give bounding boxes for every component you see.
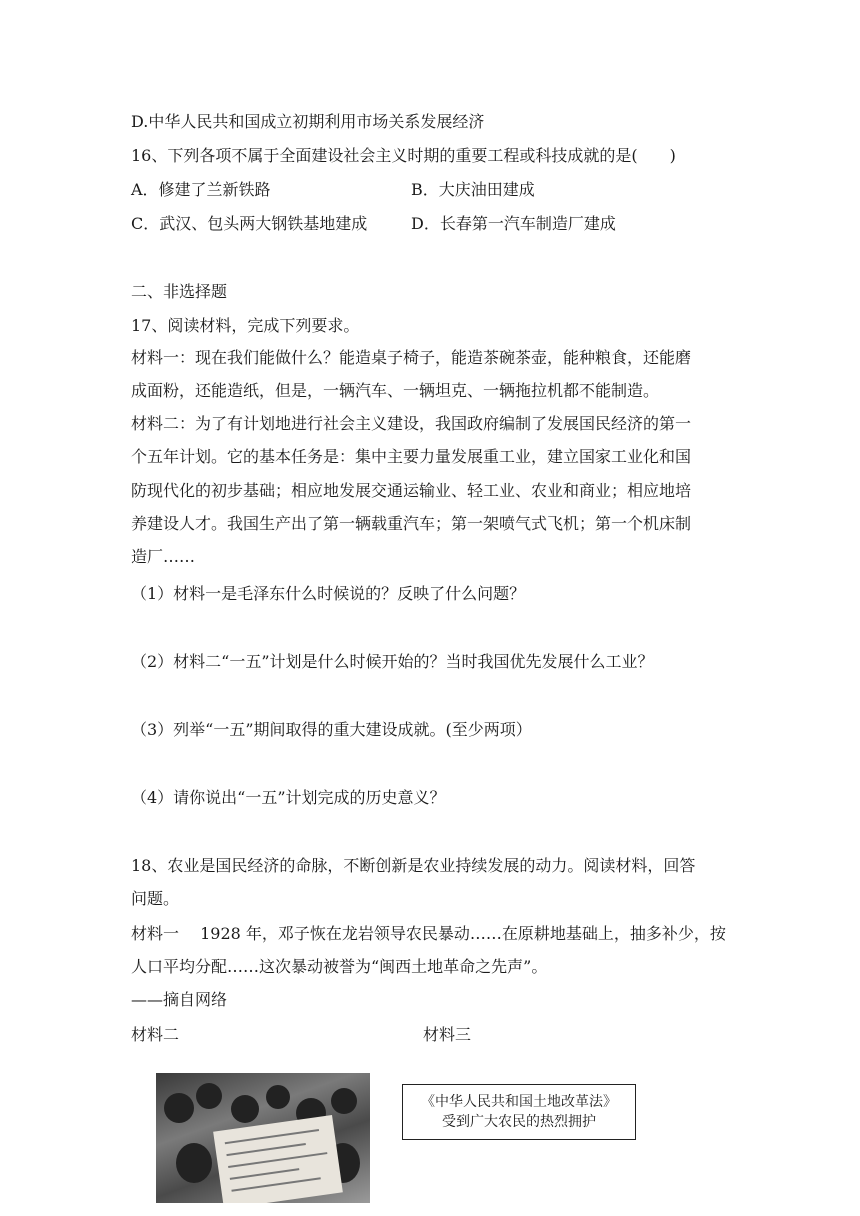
sub-question-1: （1）材料一是毛泽东什么时候说的？反映了什么问题？ [131, 584, 526, 603]
material-2-line: 养建设人才。我国生产出了第一辆载重汽车；第一架喷气式飞机；第一个机床制 [131, 514, 692, 533]
material-18-1: 人口平均分配……这次暴动被誉为“闽西土地革命之先声”。 [131, 957, 548, 976]
question-17: 17、阅读材料，完成下列要求。 [131, 316, 360, 335]
sub-question-2: （2）材料二“一五”计划是什么时候开始的？当时我国优先发展什么工业？ [131, 652, 654, 671]
material-2-line: 防现代化的初步基础；相应地发展交通运输业、轻工业、农业和商业；相应地培 [131, 481, 692, 500]
material-18-1: 材料一 1928 年，邓子恢在龙岩领导农民暴动……在原耕地基础上，抽多补少，按 [131, 924, 726, 943]
option-d: D．长春第一汽车制造厂建成 [411, 214, 616, 233]
land-reform-law-box [402, 1084, 636, 1140]
box-line-1: 《中华人民共和国土地改革法》 [421, 1094, 617, 1110]
question-18: 18、农业是国民经济的命脉，不断创新是农业持续发展的动力。阅读材料，回答 [131, 856, 696, 875]
material-3-label: 材料三 [423, 1025, 472, 1044]
box-line-2: 受到广大农民的热烈拥护 [442, 1114, 596, 1130]
material-1-line: 材料一：现在我们能做什么？能造桌子椅子，能造茶碗茶壶，能种粮食，还能磨 [131, 348, 692, 367]
option-b: B．大庆油田建成 [411, 180, 535, 199]
material-2-line: 造厂…… [131, 547, 196, 566]
option-a: A．修建了兰新铁路 [131, 180, 271, 199]
material-2-line: 材料二：为了有计划地进行社会主义建设，我国政府编制了发展国民经济的第一 [131, 414, 692, 433]
source-line: ——摘自网络 [131, 990, 228, 1009]
question-16: 16、下列各项不属于全面建设社会主义时期的重要工程或科技成就的是( ) [131, 146, 676, 165]
material-2-line: 个五年计划。它的基本任务是：集中主要力量发展重工业，建立国家工业化和国 [131, 447, 692, 466]
option-d-line: D.中华人民共和国成立初期利用市场关系发展经济 [131, 112, 485, 131]
material-1-line: 成面粉，还能造纸，但是，一辆汽车、一辆坦克、一辆拖拉机都不能制造。 [131, 381, 660, 400]
sub-question-4: （4）请你说出“一五”计划完成的历史意义？ [131, 788, 446, 807]
sub-question-3: （3）列举“一五”期间取得的重大建设成就。(至少两项） [131, 720, 532, 739]
option-c: C．武汉、包头两大钢铁基地建成 [131, 214, 368, 233]
historical-photo [156, 1073, 370, 1203]
question-18: 问题。 [131, 889, 180, 908]
section-heading: 二、非选择题 [131, 282, 228, 301]
material-2-label: 材料二 [131, 1025, 180, 1044]
